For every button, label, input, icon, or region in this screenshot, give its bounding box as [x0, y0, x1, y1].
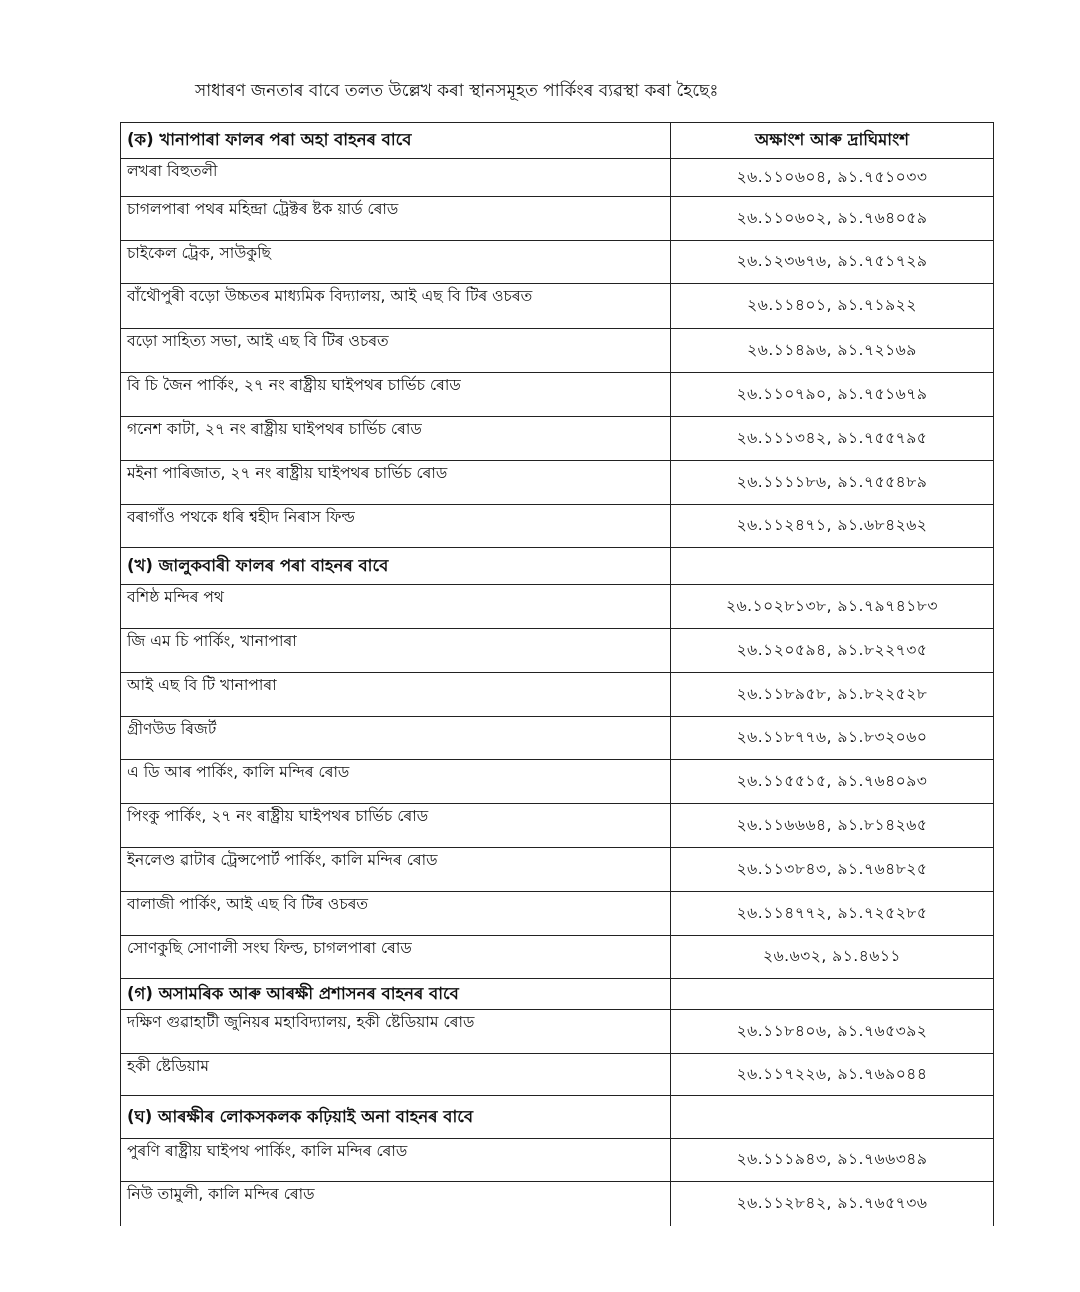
coord-cell: ২৬.১১০৬০২, ৯১.৭৬৪০৫৯ — [671, 197, 994, 241]
coord-cell: ২৬.১১৭২২৬, ৯১.৭৬৯০৪৪ — [671, 1054, 994, 1096]
place-cell: বালাজী পাৰ্কিং, আই এছ বি টিৰ ওচৰত — [121, 892, 671, 936]
coord-cell: ২৬.৬৩২, ৯১.৪৬১১ — [671, 936, 994, 979]
table-row — [121, 1010, 994, 1054]
empty-cell — [671, 979, 994, 1010]
place-cell: জি এম চি পাৰ্কিং, খানাপাৰা — [121, 629, 671, 673]
table-row — [121, 1054, 994, 1096]
table-row — [121, 936, 994, 979]
section-title: (ঘ) আৰক্ষীৰ লোকসকলক কঢ়িয়াই অনা বাহনৰ বাবে — [121, 1096, 671, 1139]
coord-cell: ২৬.১২৩৬৭৬, ৯১.৭৫১৭২৯ — [671, 241, 994, 284]
coord-cell: ২৬.১১৮৯৫৮, ৯১.৮২২৫২৮ — [671, 673, 994, 717]
coord-cell: ২৬.১১৫৫১৫, ৯১.৭৬৪০৯৩ — [671, 760, 994, 804]
coord-cell: ২৬.১১৮৪০৬, ৯১.৭৬৫৩৯২ — [671, 1010, 994, 1054]
place-cell: সোণকুছি সোণালী সংঘ ফিল্ড, চাগলপাৰা ৰোড — [121, 936, 671, 979]
place-cell: দক্ষিণ গুৱাহাটী জুনিয়ৰ মহাবিদ্যালয়, হকী ষ্টেডিয়াম ৰোড — [121, 1010, 671, 1054]
coord-cell: ২৬.১১৩৮৪৩, ৯১.৭৬৪৮২৫ — [671, 848, 994, 892]
coord-cell: ২৬.১১৪৭৭২, ৯১.৭২৫২৮৫ — [671, 892, 994, 936]
coord-cell: ২৬.১১২৪৭১, ৯১.৬৮৪২৬২ — [671, 505, 994, 548]
coord-cell: ২৬.১১১৯৪৩, ৯১.৭৬৬৩৪৯ — [671, 1139, 994, 1182]
place-cell: বৰাগাঁও পথকে ধৰি শ্বহীদ নিৰাস ফিল্ড — [121, 505, 671, 548]
coord-cell: ২৬.১১০৬০৪, ৯১.৭৫১০৩৩ — [671, 159, 994, 197]
section-title: (গ) অসামৰিক আৰু আৰক্ষী প্ৰশাসনৰ বাহনৰ বাবে — [121, 979, 671, 1010]
section-header-row — [121, 1096, 994, 1139]
table-row — [121, 892, 994, 936]
coord-cell: ২৬.১২০৫৯৪, ৯১.৮২২৭৩৫ — [671, 629, 994, 673]
place-cell: মইনা পাৰিজাত, ২৭ নং ৰাষ্ট্ৰীয় ঘাইপথৰ চাৰ্ভিচ ৰোড — [121, 461, 671, 505]
coord-cell: ২৬.১১১১৮৬, ৯১.৭৫৫৪৮৯ — [671, 461, 994, 505]
section-header-row — [121, 979, 994, 1010]
table-row — [121, 284, 994, 329]
table-row — [121, 461, 994, 505]
table-row — [121, 717, 994, 760]
place-cell: বি চি জৈন পাৰ্কিং, ২৭ নং ৰাষ্ট্ৰীয় ঘাইপথৰ চাৰ্ভিচ ৰোড — [121, 373, 671, 417]
coord-cell: ২৬.১১৪০১, ৯১.৭১৯২২ — [671, 284, 994, 329]
place-cell: ইনলেণ্ড ৱাটাৰ ট্ৰেন্সপোৰ্ট পাৰ্কিং, কালি মন্দিৰ ৰোড — [121, 848, 671, 892]
section-title: (খ) জালুকবাৰী ফালৰ পৰা বাহনৰ বাবে — [121, 548, 671, 585]
table-row — [121, 241, 994, 284]
coord-cell: ২৬.১১৪৯৬, ৯১.৭২১৬৯ — [671, 329, 994, 373]
table-row — [121, 585, 994, 629]
section-header-row — [121, 123, 994, 159]
coord-cell: ২৬.১১০৭৯০, ৯১.৭৫১৬৭৯ — [671, 373, 994, 417]
table-row — [121, 1182, 994, 1226]
parking-table — [120, 122, 994, 1226]
table-row — [121, 159, 994, 197]
table-row — [121, 417, 994, 461]
page-heading: সাধাৰণ জনতাৰ বাবে তলত উল্লেখ কৰা স্থানসমূহত পাৰ্কিংৰ ব্যৱস্থা কৰা হৈছেঃ — [195, 81, 719, 101]
table-row — [121, 197, 994, 241]
place-cell: হকী ষ্টেডিয়াম — [121, 1054, 671, 1096]
place-cell: চাইকেল ট্ৰেক, সাউকুছি — [121, 241, 671, 284]
coord-cell: ২৬.১১৬৬৬৪, ৯১.৮১৪২৬৫ — [671, 804, 994, 848]
table-row — [121, 673, 994, 717]
table-row — [121, 329, 994, 373]
place-cell: গনেশ কাটা, ২৭ নং ৰাষ্ট্ৰীয় ঘাইপথৰ চাৰ্ভিচ ৰোড — [121, 417, 671, 461]
coord-cell: ২৬.১১৮৭৭৬, ৯১.৮৩২০৬০ — [671, 717, 994, 760]
table-row — [121, 505, 994, 548]
place-cell: বড়ো সাহিত্য সভা, আই এছ বি টিৰ ওচৰত — [121, 329, 671, 373]
place-cell: নিউ তামুলী, কালি মন্দিৰ ৰোড — [121, 1182, 671, 1226]
place-cell: চাগলপাৰা পথৰ মহিন্দ্ৰা ট্ৰেক্টৰ ষ্টক য়াৰ্ড ৰোড — [121, 197, 671, 241]
coord-cell: ২৬.১১১৩৪২, ৯১.৭৫৫৭৯৫ — [671, 417, 994, 461]
coord-column-header: অক্ষাংশ আৰু দ্ৰাঘিমাংশ — [671, 123, 994, 159]
section-title: (ক) খানাপাৰা ফালৰ পৰা অহা বাহনৰ বাবে — [121, 123, 671, 159]
table-row — [121, 1139, 994, 1182]
section-header-row — [121, 548, 994, 585]
empty-cell — [671, 548, 994, 585]
place-cell: পিংকু পাৰ্কিং, ২৭ নং ৰাষ্ট্ৰীয় ঘাইপথৰ চাৰ্ভিচ ৰোড — [121, 804, 671, 848]
table-row — [121, 373, 994, 417]
coord-cell: ২৬.১০২৮১৩৮, ৯১.৭৯৭৪১৮৩ — [671, 585, 994, 629]
empty-cell — [671, 1096, 994, 1139]
table-row — [121, 848, 994, 892]
place-cell: গ্ৰীণউড ৰিজৰ্ট — [121, 717, 671, 760]
table-row — [121, 629, 994, 673]
place-cell: এ ডি আৰ পাৰ্কিং, কালি মন্দিৰ ৰোড — [121, 760, 671, 804]
place-cell: পুৰণি ৰাষ্ট্ৰীয় ঘাইপথ পাৰ্কিং, কালি মন্দিৰ ৰোড — [121, 1139, 671, 1182]
place-cell: আই এছ বি টি খানাপাৰা — [121, 673, 671, 717]
place-cell: লখৰা বিহুতলী — [121, 159, 671, 197]
place-cell: বাঁথৌপুৰী বড়ো উচ্চতৰ মাধ্যমিক বিদ্যালয়, আই এছ বি টিৰ ওচৰত — [121, 284, 671, 329]
place-cell: বশিষ্ঠ মন্দিৰ পথ — [121, 585, 671, 629]
coord-cell: ২৬.১১২৮৪২, ৯১.৭৬৫৭৩৬ — [671, 1182, 994, 1226]
table-row — [121, 760, 994, 804]
table-row — [121, 804, 994, 848]
